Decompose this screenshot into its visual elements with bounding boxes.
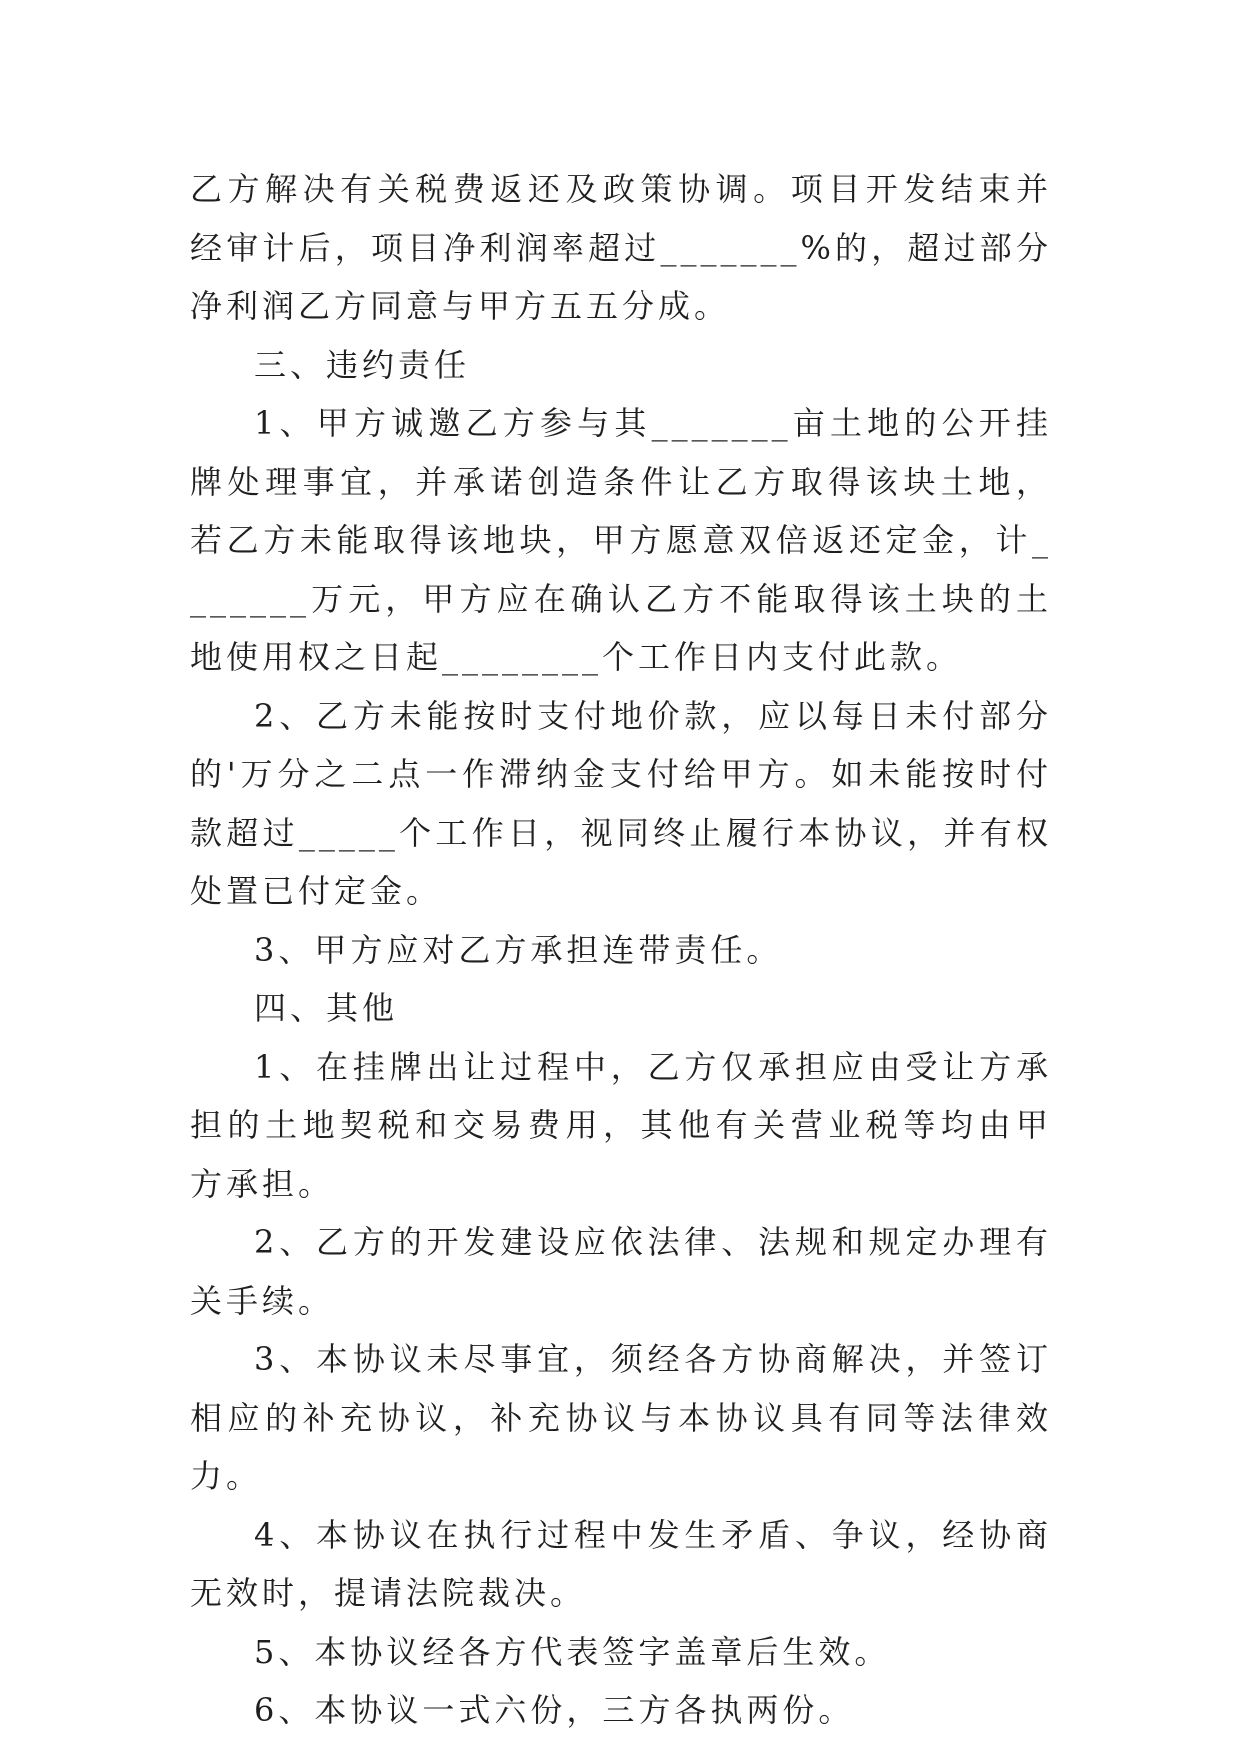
clause-3-3-joint-liability: 3、甲方应对乙方承担连带责任。 — [254, 930, 783, 969]
clause-4-2-legal-procedures: 2、乙方的开发建设应依法律、法规和规定办理有关手续。 — [190, 1223, 1052, 1320]
clause-3-1-land-bid-deposit: 1、甲方诚邀乙方参与其_______亩土地的公开挂牌处理事宜，并承诺创造条件让乙方取得该块土地，若乙方未能取得该地块，甲方愿意双倍返还定金，计_______万元，甲方应在确认乙方不能取得该土块的土地使用权之日起________个工作日内支付此款。 — [190, 404, 1052, 676]
document-body — [190, 160, 1052, 1740]
paragraph-tax-refund-profit-share: 乙方解决有关税费返还及政策协调。项目开发结束并经审计后，项目净利润率超过_______%的，超过部分净利润乙方同意与甲方五五分成。 — [190, 170, 1052, 325]
section-heading-other: 四、其他 — [254, 989, 399, 1027]
clause-4-5-effectiveness: 5、本协议经各方代表签字盖章后生效。 — [254, 1632, 891, 1671]
clause-3-2-late-payment: 2、乙方未能按时支付地价款，应以每日未付部分的'万分之二点一作滞纳金支付给甲方。如未能按时付款超过_____个工作日，视同终止履行本协议，并有权处置已付定金。 — [190, 696, 1052, 910]
clause-4-1-taxes-fees: 1、在挂牌出让过程中，乙方仅承担应由受让方承担的土地契税和交易费用，其他有关营业税等均由甲方承担。 — [190, 1047, 1052, 1203]
clause-4-6-copies: 6、本协议一式六份，三方各执两份。 — [254, 1691, 855, 1729]
section-heading-breach-liability: 三、违约责任 — [254, 345, 471, 384]
clause-4-4-dispute-resolution: 4、本协议在执行过程中发生矛盾、争议，经协商无效时，提请法院裁决。 — [190, 1515, 1052, 1612]
clause-4-3-supplementary-agreement: 3、本协议未尽事宜，须经各方协商解决，并签订相应的补充协议，补充协议与本协议具有同等法律效力。 — [190, 1340, 1052, 1495]
